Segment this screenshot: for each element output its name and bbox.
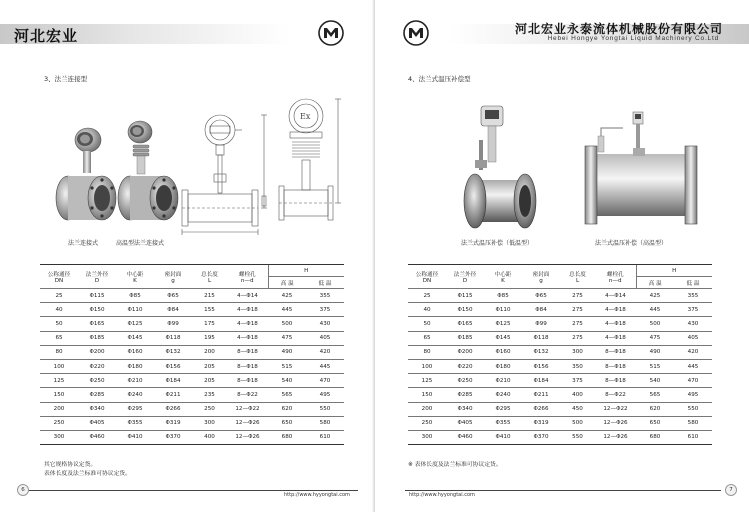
table-cell: 420 — [674, 345, 712, 359]
spec-table-body — [408, 289, 712, 445]
table-row — [408, 345, 712, 359]
table-cell: Φ250 — [446, 374, 484, 388]
company-name-cn: 河北宏业永泰流体机械股份有限公司 — [514, 22, 723, 36]
table-cell: Φ160 — [484, 345, 522, 359]
col-k: 中心距 K — [116, 265, 154, 289]
table-cell: 350 — [560, 359, 595, 373]
table-cell: 375 — [306, 303, 344, 317]
low-temp-compensation-meter-photo — [459, 102, 541, 234]
table-cell: Φ220 — [78, 359, 116, 373]
col-l: 总长度 L — [192, 265, 227, 289]
table-cell: 8—Φ22 — [227, 388, 268, 402]
table-cell: Φ156 — [522, 359, 560, 373]
table-cell: 355 — [674, 289, 712, 303]
table-cell: 300 — [560, 345, 595, 359]
website-url: http://www.hyyongtai.com — [284, 492, 350, 498]
table-cell: 445 — [674, 359, 712, 373]
table-cell: 195 — [192, 331, 227, 345]
table-row — [408, 430, 712, 444]
table-cell: Φ410 — [484, 430, 522, 444]
table-cell: Φ405 — [446, 416, 484, 430]
table-row — [408, 374, 712, 388]
table-cell: Φ85 — [484, 289, 522, 303]
table-cell: Φ340 — [78, 402, 116, 416]
table-cell: 495 — [306, 388, 344, 402]
table-cell: 40 — [40, 303, 78, 317]
notes — [44, 461, 131, 479]
table-cell: 405 — [306, 331, 344, 345]
table-cell: Φ85 — [116, 289, 154, 303]
col-h: H — [268, 265, 344, 277]
table-cell: 12—Φ22 — [227, 402, 268, 416]
table-cell: Φ184 — [154, 374, 192, 388]
right-page-header — [375, 10, 749, 48]
table-cell: 470 — [306, 374, 344, 388]
table-cell: Φ295 — [116, 402, 154, 416]
table-cell: Φ118 — [154, 331, 192, 345]
table-cell: 4—Φ18 — [595, 303, 636, 317]
table-row — [40, 359, 344, 373]
table-cell: 400 — [192, 430, 227, 444]
table-cell: 12—Φ26 — [595, 430, 636, 444]
table-cell: 215 — [192, 289, 227, 303]
table-cell: 470 — [674, 374, 712, 388]
table-cell: 200 — [192, 345, 227, 359]
table-cell: 490 — [268, 345, 306, 359]
table-cell: 4—Φ18 — [227, 303, 268, 317]
caption-low-temp: 法兰式温压补偿（低温型） — [461, 240, 534, 247]
table-row — [408, 331, 712, 345]
table-cell: Φ180 — [116, 359, 154, 373]
table-cell: Φ200 — [78, 345, 116, 359]
table-cell: 475 — [268, 331, 306, 345]
table-cell: 610 — [674, 430, 712, 444]
table-cell: 550 — [674, 402, 712, 416]
table-cell: 200 — [408, 402, 446, 416]
table-cell: 610 — [306, 430, 344, 444]
table-cell: Φ285 — [78, 388, 116, 402]
brand-name: 河北宏业 — [14, 27, 79, 45]
table-cell: Φ115 — [78, 289, 116, 303]
table-row — [40, 331, 344, 345]
col-dn: 公称通径 DN — [40, 265, 78, 289]
table-cell: Φ65 — [154, 289, 192, 303]
table-cell: 425 — [636, 289, 674, 303]
table-cell: 400 — [560, 388, 595, 402]
table-cell: 445 — [268, 303, 306, 317]
note-line: ※ 表体长度及法兰标准可协议定货。 — [408, 462, 502, 468]
table-cell: 4—Φ14 — [595, 289, 636, 303]
table-row — [40, 345, 344, 359]
table-cell: 495 — [674, 388, 712, 402]
table-cell: 175 — [192, 317, 227, 331]
svg-text:Ex: Ex — [300, 112, 311, 121]
table-cell: Φ185 — [446, 331, 484, 345]
table-cell: 200 — [40, 402, 78, 416]
table-cell: 550 — [306, 402, 344, 416]
table-cell: 8—Φ18 — [227, 374, 268, 388]
table-cell: 375 — [674, 303, 712, 317]
table-cell: 4—Φ18 — [227, 317, 268, 331]
col-nd: 螺栓孔 n—d — [595, 265, 636, 289]
table-cell: 500 — [636, 317, 674, 331]
table-cell: 540 — [636, 374, 674, 388]
table-cell: 490 — [636, 345, 674, 359]
website-url: http://www.hyyongtai.com — [409, 492, 475, 498]
table-row — [408, 388, 712, 402]
table-cell: 300 — [40, 430, 78, 444]
ex-proof-dimension-drawing — [276, 94, 342, 238]
table-cell: Φ460 — [78, 430, 116, 444]
table-cell: 580 — [674, 416, 712, 430]
table-cell: 500 — [268, 317, 306, 331]
table-row — [40, 430, 344, 444]
table-cell: 80 — [408, 345, 446, 359]
table-cell: 12—Φ26 — [227, 430, 268, 444]
table-cell: 500 — [560, 416, 595, 430]
table-cell: Φ84 — [154, 303, 192, 317]
table-cell: 150 — [40, 388, 78, 402]
table-cell: 250 — [40, 416, 78, 430]
spec-table — [40, 264, 344, 445]
table-cell: Φ132 — [522, 345, 560, 359]
table-row — [408, 416, 712, 430]
table-row — [40, 388, 344, 402]
table-cell: Φ210 — [484, 374, 522, 388]
table-cell: Φ145 — [484, 331, 522, 345]
col-dn: 公称通径 DN — [408, 265, 446, 289]
table-row — [40, 303, 344, 317]
table-cell: 445 — [636, 303, 674, 317]
dimension-drawing — [180, 112, 272, 238]
table-cell: 125 — [408, 374, 446, 388]
table-cell: Φ110 — [484, 303, 522, 317]
note-line: 其它规格协议定货。 — [44, 462, 97, 468]
table-cell: 650 — [268, 416, 306, 430]
table-cell: 420 — [306, 345, 344, 359]
table-row — [40, 402, 344, 416]
col-h-low: 低 温 — [306, 277, 344, 289]
table-cell: 650 — [636, 416, 674, 430]
table-cell: 65 — [40, 331, 78, 345]
table-row — [40, 374, 344, 388]
table-cell: 475 — [636, 331, 674, 345]
table-cell: Φ65 — [522, 289, 560, 303]
section-title: 4、法兰式温压补偿型 — [408, 75, 471, 83]
table-cell: Φ295 — [484, 402, 522, 416]
table-cell: 300 — [408, 430, 446, 444]
spec-table — [408, 264, 712, 445]
col-d: 法兰外径 D — [78, 265, 116, 289]
page-number: 6 — [17, 484, 29, 496]
table-cell: Φ118 — [522, 331, 560, 345]
table-cell: Φ165 — [446, 317, 484, 331]
spec-table-body — [40, 289, 344, 445]
table-cell: 155 — [192, 303, 227, 317]
table-cell: 8—Φ18 — [595, 359, 636, 373]
table-cell: 150 — [408, 388, 446, 402]
caption-high-temp: 法兰式温压补偿（高温型） — [595, 240, 668, 247]
table-cell: Φ99 — [154, 317, 192, 331]
table-cell: Φ84 — [522, 303, 560, 317]
table-cell: 565 — [268, 388, 306, 402]
table-cell: 12—Φ26 — [227, 416, 268, 430]
table-cell: 205 — [192, 374, 227, 388]
flange-meter-photo — [54, 118, 118, 228]
notes — [408, 461, 502, 470]
table-cell: 25 — [408, 289, 446, 303]
table-cell: Φ250 — [78, 374, 116, 388]
table-cell: 515 — [636, 359, 674, 373]
company-logo-icon — [318, 20, 344, 46]
company-name-en: Hebei Hongye Yongtai Liquid Machinery Co.Ltd — [547, 35, 719, 42]
table-cell: Φ285 — [446, 388, 484, 402]
table-cell: 8—Φ18 — [227, 359, 268, 373]
table-cell: 375 — [560, 374, 595, 388]
table-cell: Φ355 — [484, 416, 522, 430]
caption-flange: 法兰连接式 — [68, 240, 99, 247]
table-cell: 550 — [560, 430, 595, 444]
table-cell: 430 — [674, 317, 712, 331]
table-cell: Φ110 — [116, 303, 154, 317]
table-cell: Φ211 — [154, 388, 192, 402]
table-cell: 8—Φ18 — [595, 374, 636, 388]
table-cell: 620 — [268, 402, 306, 416]
col-h-high: 高 温 — [636, 277, 674, 289]
left-page-header — [0, 10, 374, 48]
col-g: 密封面 g — [522, 265, 560, 289]
table-cell: Φ165 — [78, 317, 116, 331]
table-cell: 50 — [40, 317, 78, 331]
table-cell: 4—Φ18 — [227, 331, 268, 345]
table-cell: Φ340 — [446, 402, 484, 416]
high-temp-flange-meter-photo — [116, 118, 180, 228]
table-cell: Φ132 — [154, 345, 192, 359]
table-cell: 540 — [268, 374, 306, 388]
table-cell: Φ160 — [116, 345, 154, 359]
table-row — [40, 317, 344, 331]
table-cell: 8—Φ22 — [595, 388, 636, 402]
table-cell: Φ210 — [116, 374, 154, 388]
table-cell: 300 — [192, 416, 227, 430]
table-cell: 275 — [560, 289, 595, 303]
high-temp-compensation-meter-photo — [581, 110, 701, 234]
table-cell: 8—Φ18 — [595, 345, 636, 359]
table-cell: 450 — [560, 402, 595, 416]
table-row — [40, 416, 344, 430]
col-h-low: 低 温 — [674, 277, 712, 289]
table-cell: Φ240 — [116, 388, 154, 402]
table-cell: 80 — [40, 345, 78, 359]
table-cell: 8—Φ18 — [227, 345, 268, 359]
note-line: 表体长度及法兰标准可协议定货。 — [44, 471, 131, 477]
table-cell: 4—Φ18 — [595, 317, 636, 331]
table-cell: Φ200 — [446, 345, 484, 359]
table-cell: Φ355 — [116, 416, 154, 430]
col-h-high: 高 温 — [268, 277, 306, 289]
table-cell: 250 — [408, 416, 446, 430]
table-cell: 25 — [40, 289, 78, 303]
table-row — [408, 402, 712, 416]
table-cell: 4—Φ14 — [227, 289, 268, 303]
page-number: 7 — [725, 484, 737, 496]
table-cell: 65 — [408, 331, 446, 345]
table-cell: Φ266 — [154, 402, 192, 416]
col-d: 法兰外径 D — [446, 265, 484, 289]
table-cell: 620 — [636, 402, 674, 416]
col-g: 密封面 g — [154, 265, 192, 289]
table-cell: Φ220 — [446, 359, 484, 373]
table-cell: 425 — [268, 289, 306, 303]
table-cell: 12—Φ22 — [595, 402, 636, 416]
table-cell: 100 — [40, 359, 78, 373]
table-cell: 430 — [306, 317, 344, 331]
table-cell: 445 — [306, 359, 344, 373]
table-cell: 405 — [674, 331, 712, 345]
table-cell: Φ319 — [154, 416, 192, 430]
table-cell: 515 — [268, 359, 306, 373]
table-row — [408, 303, 712, 317]
table-cell: Φ125 — [116, 317, 154, 331]
table-cell: Φ115 — [446, 289, 484, 303]
table-cell: 40 — [408, 303, 446, 317]
col-h: H — [636, 265, 712, 277]
table-cell: 565 — [636, 388, 674, 402]
table-row — [408, 359, 712, 373]
table-row — [408, 317, 712, 331]
col-l: 总长度 L — [560, 265, 595, 289]
caption-high-temp-flange: 高温型法兰连接式 — [116, 240, 165, 247]
table-cell: Φ319 — [522, 416, 560, 430]
table-cell: Φ125 — [484, 317, 522, 331]
col-k: 中心距 K — [484, 265, 522, 289]
table-cell: 680 — [268, 430, 306, 444]
table-cell: Φ99 — [522, 317, 560, 331]
footer-rule — [405, 490, 721, 491]
table-cell: Φ150 — [446, 303, 484, 317]
table-cell: 680 — [636, 430, 674, 444]
table-cell: 4—Φ18 — [595, 331, 636, 345]
table-cell: Φ145 — [116, 331, 154, 345]
table-cell: Φ184 — [522, 374, 560, 388]
table-cell: Φ211 — [522, 388, 560, 402]
table-cell: 250 — [192, 402, 227, 416]
left-page — [0, 0, 374, 512]
table-cell: Φ150 — [78, 303, 116, 317]
right-page — [375, 0, 749, 512]
table-cell: Φ156 — [154, 359, 192, 373]
table-cell: 50 — [408, 317, 446, 331]
table-cell: 275 — [560, 317, 595, 331]
table-cell: 125 — [40, 374, 78, 388]
footer-rule — [28, 490, 358, 491]
table-row — [40, 289, 344, 303]
table-cell: 355 — [306, 289, 344, 303]
table-cell: Φ370 — [522, 430, 560, 444]
table-cell: 205 — [192, 359, 227, 373]
table-cell: Φ405 — [78, 416, 116, 430]
table-row — [408, 289, 712, 303]
table-cell: Φ410 — [116, 430, 154, 444]
table-cell: 12—Φ26 — [595, 416, 636, 430]
table-cell: 235 — [192, 388, 227, 402]
company-logo-icon — [403, 20, 429, 46]
table-cell: Φ240 — [484, 388, 522, 402]
table-cell: 275 — [560, 303, 595, 317]
table-cell: 580 — [306, 416, 344, 430]
section-title: 3、法兰连接型 — [44, 75, 88, 83]
col-nd: 螺栓孔 n—d — [227, 265, 268, 289]
table-cell: Φ266 — [522, 402, 560, 416]
table-cell: Φ460 — [446, 430, 484, 444]
table-cell: Φ180 — [484, 359, 522, 373]
table-cell: Φ370 — [154, 430, 192, 444]
table-cell: Φ185 — [78, 331, 116, 345]
table-cell: 100 — [408, 359, 446, 373]
table-cell: 275 — [560, 331, 595, 345]
